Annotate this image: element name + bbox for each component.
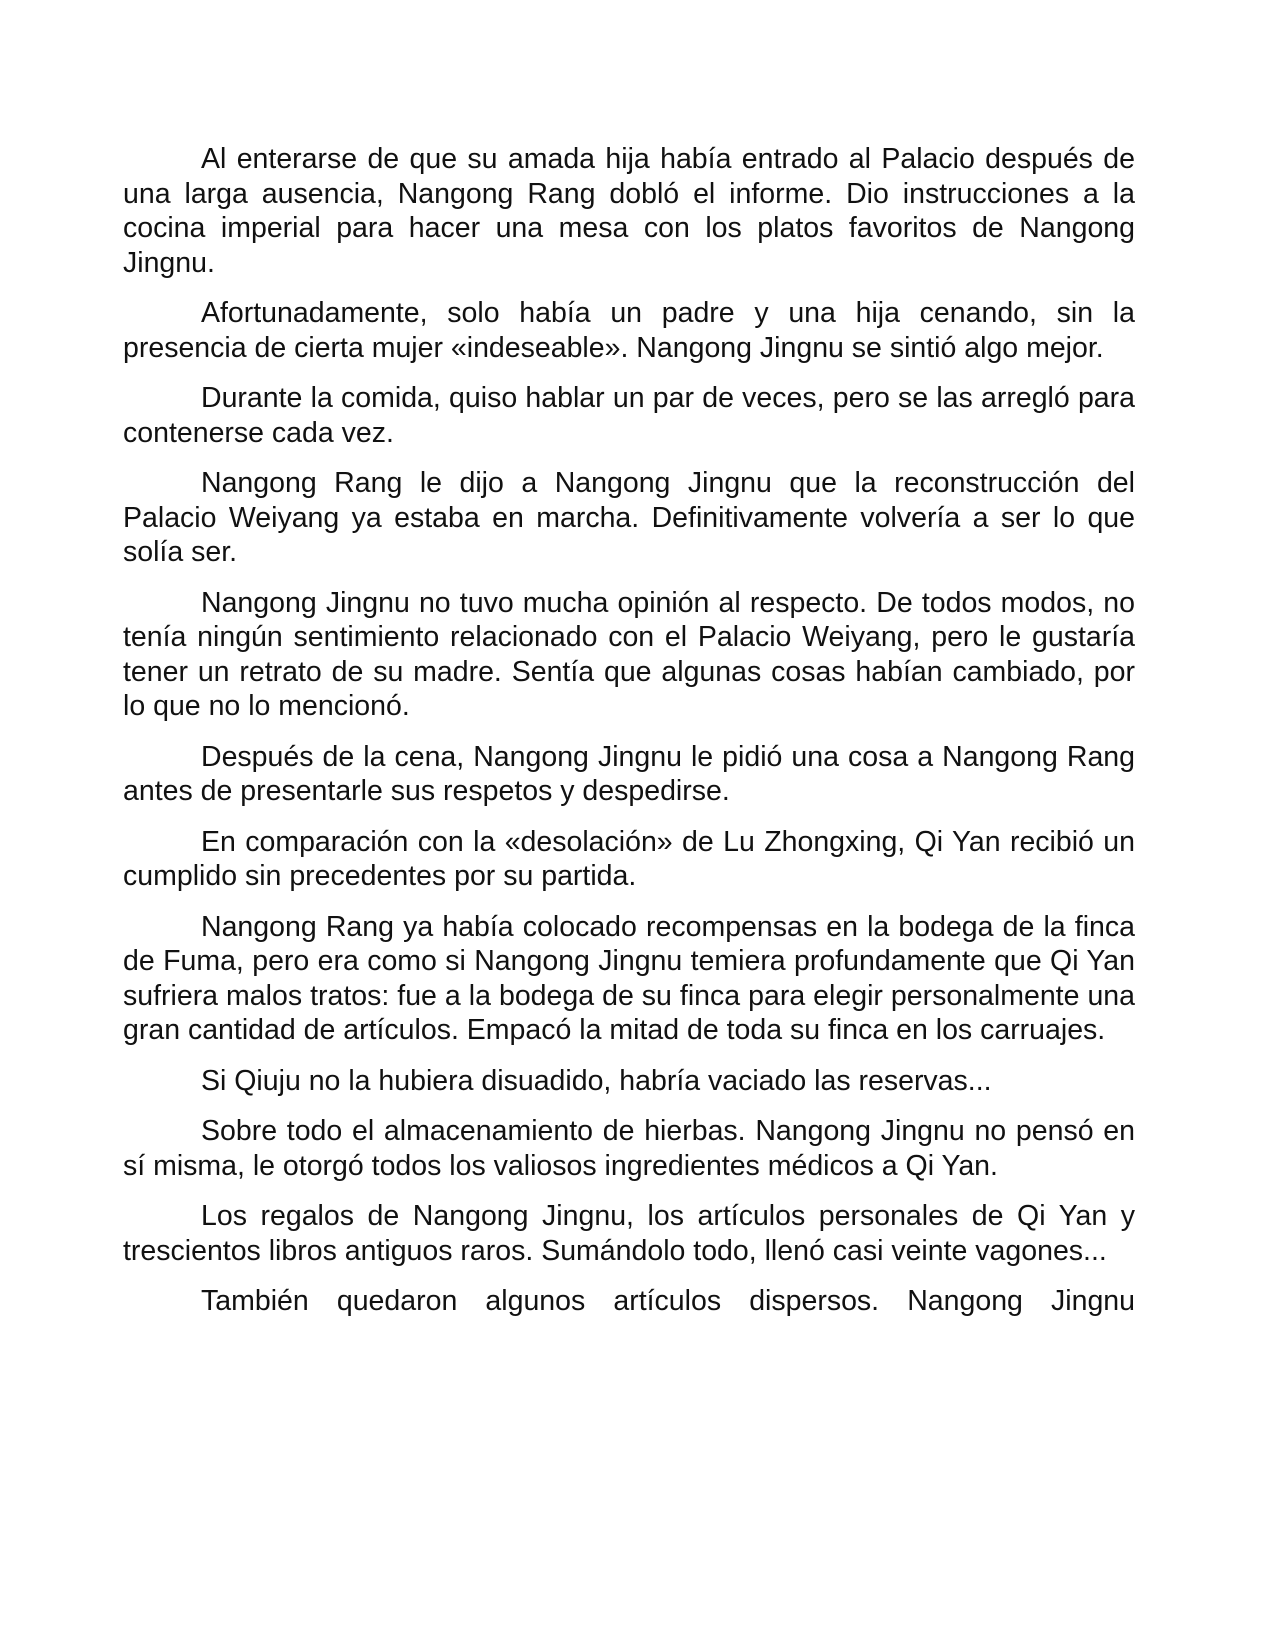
page-body — [123, 142, 1135, 1335]
paragraph: Al enterarse de que su amada hija había entrado al Palacio después de una larga ausencia, Nangong Rang dobló el informe. Dio instrucciones a la cocina imperial para hacer una mesa con los platos favoritos de Nangong Jingnu. — [123, 143, 1135, 279]
paragraph: Los regalos de Nangong Jingnu, los artículos personales de Qi Yan y trescientos libros antiguos raros. Sumándolo todo, llenó casi veinte vagones... — [123, 1200, 1135, 1267]
paragraph: Sobre todo el almacenamiento de hierbas. Nangong Jingnu no pensó en sí misma, le otorgó todos los valiosos ingredientes médicos a Qi Yan. — [123, 1115, 1135, 1182]
paragraph: Nangong Rang le dijo a Nangong Jingnu que la reconstrucción del Palacio Weiyang ya estaba en marcha. Definitivamente volvería a ser lo que solía ser. — [123, 467, 1135, 568]
paragraph: Nangong Rang ya había colocado recompensas en la bodega de la finca de Fuma, pero era como si Nangong Jingnu temiera profundamente que Qi Yan sufriera malos tratos: fue a la bodega de su finca para elegir personalmente una gran cantidad de artículos. Empacó la mitad de toda su finca en los carruajes. — [123, 910, 1135, 1046]
paragraph: Después de la cena, Nangong Jingnu le pidió una cosa a Nangong Rang antes de presentarle sus respetos y despedirse. — [123, 740, 1135, 807]
paragraph-continued: También quedaron algunos artículos dispersos. Nangong Jingnu — [201, 1285, 1135, 1317]
paragraph: Durante la comida, quiso hablar un par de veces, pero se las arregló para contenerse cada vez. — [123, 382, 1135, 449]
paragraph: Afortunadamente, solo había un padre y una hija cenando, sin la presencia de cierta mujer «indeseable». Nangong Jingnu se sintió algo mejor. — [123, 297, 1135, 364]
paragraph: En comparación con la «desolación» de Lu Zhongxing, Qi Yan recibió un cumplido sin precedentes por su partida. — [123, 825, 1135, 892]
paragraph: Nangong Jingnu no tuvo mucha opinión al respecto. De todos modos, no tenía ningún sentimiento relacionado con el Palacio Weiyang, pero le gustaría tener un retrato de su madre. Sentía que algunas cosas habían cambiado, por lo que no lo mencionó. — [123, 586, 1135, 722]
paragraph: Si Qiuju no la hubiera disuadido, habría vaciado las reservas... — [201, 1064, 992, 1097]
